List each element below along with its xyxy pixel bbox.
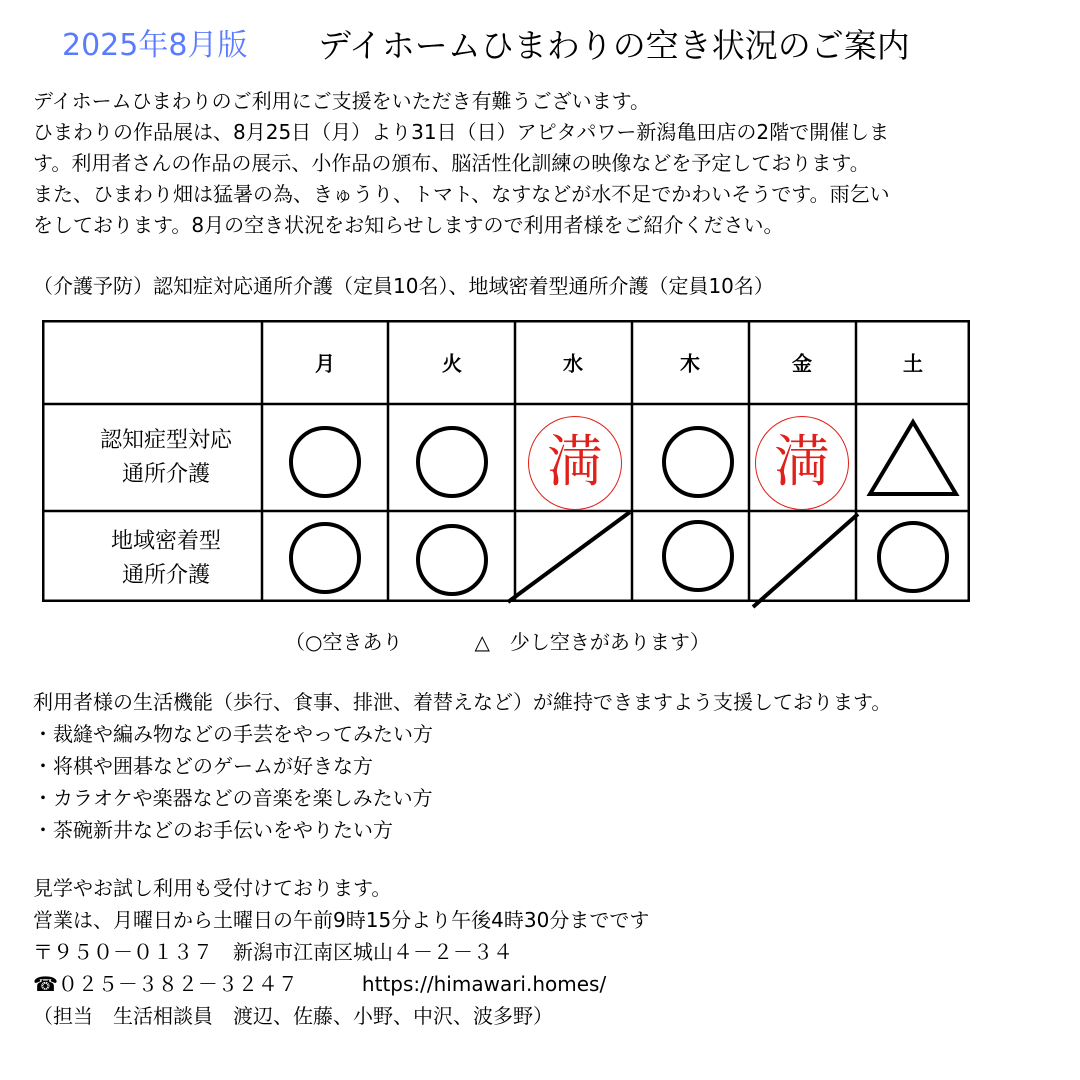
closed-slash-icon — [748, 508, 864, 612]
edition-label: 2025年8月版 — [62, 28, 248, 63]
phone-and-website — [33, 968, 649, 1000]
row-label-line: 通所介護 — [121, 462, 211, 487]
available-circle-icon — [660, 424, 736, 500]
available-circle-icon — [414, 424, 490, 500]
day-header-mon: 月 — [315, 351, 335, 376]
legend-available: （○空きあり — [285, 630, 403, 654]
support-intro: 利用者様の生活機能（歩行、食事、排泄、着替えなど）が維持できますよう支援しております。 — [33, 690, 892, 714]
row-label-community — [111, 525, 221, 593]
full-stamp-icon — [755, 416, 849, 510]
contact-section — [33, 872, 649, 1032]
day-header-thu: 木 — [680, 351, 700, 376]
intro-line: す。利用者さんの作品の展示、小作品の頒布、脳活性化訓練の映像などを予定しております。 — [33, 151, 870, 175]
row-label-line: 地域密着型 — [110, 529, 222, 554]
support-section — [33, 686, 891, 846]
support-bullet: ・茶碗新井などのお手伝いをやりたい方 — [33, 818, 393, 842]
intro-line: デイホームひまわりのご利用にご支援をいただき有難うございます。 — [33, 89, 650, 113]
visit-notice: 見学やお試し利用も受付けております。 — [33, 876, 392, 900]
row-label-dementia — [100, 424, 232, 492]
support-bullet: ・カラオケや楽器などの音楽を楽しみたい方 — [33, 786, 433, 810]
available-circle-icon — [287, 520, 363, 596]
closed-slash-icon — [502, 506, 637, 606]
support-bullet: ・裁縫や編み物などの手芸をやってみたい方 — [33, 722, 433, 746]
day-header-fri: 金 — [792, 351, 812, 376]
day-header-tue: 火 — [442, 351, 462, 376]
availability-table — [42, 320, 970, 602]
legend — [285, 626, 710, 655]
day-header-sat: 土 — [903, 351, 923, 376]
full-stamp-label: 満 — [547, 430, 603, 495]
phone-number: ☎０２５－３８２－３２４７ — [33, 972, 298, 996]
intro-line: ひまわりの作品展は、8月25日（月）より31日（日）アピタパワー新潟亀田店の2階で開催しま — [33, 120, 890, 144]
available-circle-icon — [875, 519, 951, 595]
page-title: デイホームひまわりの空き状況のご案内 — [318, 26, 910, 65]
intro-text — [33, 86, 890, 241]
row-label-line: 認知症型対応 — [99, 428, 233, 453]
website-link[interactable]: https://himawari.homes/ — [361, 972, 607, 996]
full-stamp-label: 満 — [774, 430, 830, 495]
legend-limited: △ 少し空きがあります） — [474, 630, 710, 654]
day-header-wed: 水 — [563, 351, 583, 376]
available-circle-icon — [660, 518, 736, 594]
schedule-heading: （介護予防）認知症対応通所介護（定員10名）、地域密着型通所介護（定員10名） — [33, 274, 774, 298]
business-hours: 営業は、月曜日から土曜日の午前9時15分より午後4時30分までです — [33, 908, 650, 932]
available-circle-icon — [414, 522, 490, 598]
limited-triangle-icon — [866, 417, 960, 499]
postal-address: 〒９５０－０１３７ 新潟市江南区城山４－２－３４ — [33, 940, 513, 964]
staff-contacts: （担当 生活相談員 渡辺、佐藤、小野、中沢、波多野） — [33, 1004, 553, 1028]
full-stamp-icon — [528, 416, 622, 510]
row-label-line: 通所介護 — [121, 563, 211, 588]
intro-line: また、ひまわり畑は猛暑の為、きゅうり、トマト、なすなどが水不足でかわいそうです。雨乞い — [33, 182, 890, 206]
intro-line: をしております。8月の空き状況をお知らせしますので利用者様をご紹介ください。 — [33, 213, 784, 237]
available-circle-icon — [287, 424, 363, 500]
support-bullet: ・将棋や囲碁などのゲームが好きな方 — [33, 754, 373, 778]
